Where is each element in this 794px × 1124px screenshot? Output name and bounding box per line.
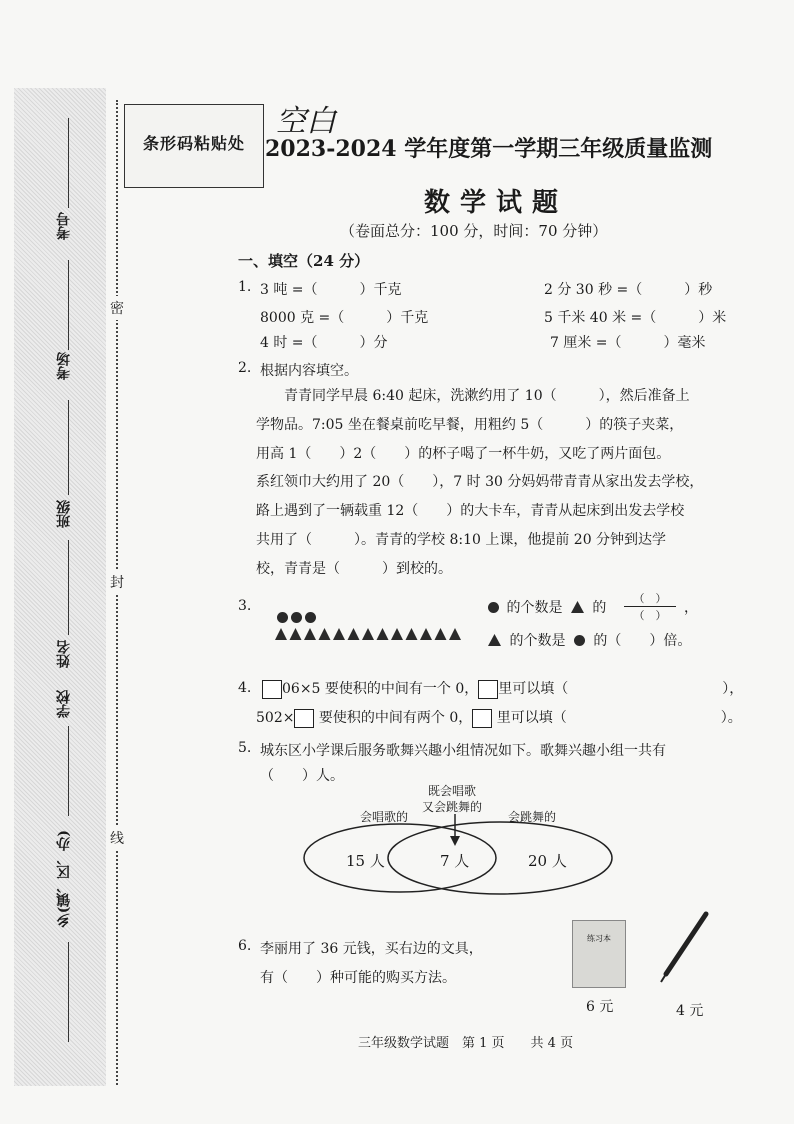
venn-circle-dance bbox=[388, 822, 612, 894]
q3-fraction bbox=[624, 590, 676, 623]
q4-line2 bbox=[256, 707, 742, 728]
q1-item-e: 4 时 =（ ）分 bbox=[260, 335, 388, 351]
q2-line: 校，青青是（ ）到校的。 bbox=[256, 561, 452, 577]
triangle-icon bbox=[488, 634, 501, 646]
exam-no-underline bbox=[68, 118, 69, 208]
handwritten-note: 空白 bbox=[276, 104, 336, 139]
score-info: （卷面总分：100 分，时间：70 分钟） bbox=[340, 222, 608, 240]
q3-line1-pre: 的个数是 bbox=[506, 600, 563, 616]
class-label: 班级 bbox=[56, 500, 72, 528]
q2-line: 路上遇到了一辆载重 12（ ）的大卡车，青青从起床到出发去学校 bbox=[256, 503, 685, 519]
triangle-icon bbox=[435, 628, 447, 640]
class-underline bbox=[68, 400, 69, 495]
q3-triangles bbox=[275, 626, 470, 642]
exam-room-underline bbox=[68, 260, 69, 350]
circle-icon bbox=[305, 612, 316, 623]
arrow-head-icon bbox=[450, 836, 460, 846]
q3-line2-pre: 的个数是 bbox=[509, 633, 566, 649]
q5-line1: 城东区小学课后服务歌舞兴趣小组情况如下。歌舞兴趣小组一共有 bbox=[260, 743, 666, 759]
notebook-price: 6 元 bbox=[586, 999, 614, 1015]
seal-char-feng: 封 bbox=[110, 570, 124, 594]
circle-icon bbox=[277, 612, 288, 623]
triangle-icon bbox=[571, 601, 584, 613]
school-label: 学校 bbox=[56, 690, 72, 718]
q4-line2-end: 里可以填（ ）。 bbox=[496, 710, 742, 726]
fraction-numerator: （ ） bbox=[633, 592, 667, 605]
circle-icon bbox=[574, 635, 585, 646]
circle-icon bbox=[291, 612, 302, 623]
fraction-denominator: （ ） bbox=[633, 609, 667, 622]
q2-prompt: 根据内容填空。 bbox=[260, 363, 358, 379]
q1-item-d: 5 千米 40 米 =（ ）米 bbox=[544, 310, 727, 326]
circle-icon bbox=[488, 602, 499, 613]
q1-item-b: 2 分 30 秒 =（ ）秒 bbox=[544, 282, 713, 298]
answer-box bbox=[472, 709, 492, 728]
pen-price: 4 元 bbox=[676, 1003, 704, 1019]
triangle-icon bbox=[319, 628, 331, 640]
venn-label-both-2: 又会跳舞的 bbox=[422, 800, 483, 814]
q3-line1-post: 的 bbox=[592, 600, 607, 616]
q1-item-f: 7 厘米 =（ ）毫米 bbox=[550, 335, 706, 351]
pen-icon bbox=[656, 910, 712, 984]
venn-value-sing: 15 人 bbox=[346, 852, 385, 870]
triangle-icon bbox=[304, 628, 316, 640]
school-underline bbox=[68, 726, 69, 816]
triangle-icon bbox=[275, 628, 287, 640]
q4-line2-mid: 要使积的中间有两个 0， bbox=[318, 710, 473, 726]
q2-number: 2. bbox=[238, 360, 252, 376]
q3-number: 3. bbox=[238, 598, 252, 614]
page-footer: 三年级数学试题 第 1 页 共 4 页 bbox=[358, 1036, 574, 1051]
venn-value-both: 7 人 bbox=[440, 852, 470, 870]
triangle-icon bbox=[420, 628, 432, 640]
q6-line2: 有（ ）种可能的购买方法。 bbox=[260, 970, 456, 986]
q6-line1: 李丽用了 36 元钱，买右边的文具， bbox=[260, 941, 483, 957]
barcode-area bbox=[124, 104, 264, 188]
triangle-icon bbox=[333, 628, 345, 640]
q2-line: 系红领巾大约用了 20（ ），7 时 30 分妈妈带青青从家出发去学校， bbox=[256, 474, 704, 490]
page-title: 2023-2024 学年度第一学期三年级质量监测 bbox=[265, 136, 713, 162]
notebook-image bbox=[572, 920, 626, 988]
venn-label-sing: 会唱歌的 bbox=[360, 810, 409, 824]
q4-number: 4. bbox=[238, 680, 252, 696]
q3-line2 bbox=[488, 630, 691, 650]
section-heading: 一、填空（24 分） bbox=[238, 252, 370, 270]
notebook-cover-text: 练习本 bbox=[587, 934, 611, 943]
q2-line: 青青同学早晨 6:40 起床，洗漱约用了 10（ ），然后准备上 bbox=[284, 388, 690, 404]
q6-number: 6. bbox=[238, 938, 252, 954]
barcode-label: 条形码粘贴处 bbox=[142, 134, 245, 153]
venn-label-dance: 会跳舞的 bbox=[508, 810, 557, 824]
triangle-icon bbox=[391, 628, 403, 640]
venn-value-dance: 20 人 bbox=[528, 852, 567, 870]
venn-label-both-1: 既会唱歌 bbox=[428, 784, 477, 798]
q4-line1-end: 里可以填（ ）， bbox=[498, 681, 744, 697]
q2-line: 学物品。7:05 坐在餐桌前吃早餐，用粗约 5（ ）的筷子夹菜， bbox=[256, 417, 684, 433]
q3-line1 bbox=[488, 597, 606, 617]
name-underline bbox=[68, 540, 69, 635]
q4-line2-start: 502× bbox=[256, 710, 295, 726]
q2-line: 用高 1（ ）2（ ）的杯子喝了一杯牛奶，又吃了两片面包。 bbox=[256, 446, 671, 462]
q3-comma: ， bbox=[684, 600, 698, 616]
triangle-icon bbox=[406, 628, 418, 640]
answer-box bbox=[478, 680, 498, 699]
exam-no-label: 考号 bbox=[56, 212, 72, 240]
seal-char-xian: 线 bbox=[110, 826, 124, 850]
town-underline bbox=[68, 942, 69, 1042]
q1-item-a: 3 吨 =（ ）千克 bbox=[260, 282, 402, 298]
q1-item-c: 8000 克 =（ ）千克 bbox=[260, 310, 429, 326]
exam-room-label: 考场 bbox=[56, 352, 72, 380]
q5-line2: （ ）人。 bbox=[260, 768, 344, 784]
page-subtitle: 数学试题 bbox=[424, 188, 569, 218]
town-label: 乡(镇、区、办) bbox=[56, 830, 72, 928]
q4-line1 bbox=[262, 678, 743, 699]
seal-char-mi: 密 bbox=[110, 296, 124, 320]
q3-circles bbox=[277, 608, 319, 627]
q1-number: 1. bbox=[238, 279, 252, 295]
q2-line: 共用了（ ）。青青的学校 8:10 上课，他提前 20 分钟到达学 bbox=[256, 532, 667, 548]
answer-box bbox=[294, 709, 314, 728]
q5-number: 5. bbox=[238, 740, 252, 756]
q4-line1-mid: 06×5 要使积的中间有一个 0， bbox=[282, 681, 479, 697]
triangle-icon bbox=[348, 628, 360, 640]
triangle-icon bbox=[362, 628, 374, 640]
name-label: 姓名 bbox=[56, 640, 72, 668]
triangle-icon bbox=[449, 628, 461, 640]
triangle-icon bbox=[290, 628, 302, 640]
triangle-icon bbox=[377, 628, 389, 640]
q3-line2-post: 的（ ）倍。 bbox=[593, 633, 692, 649]
answer-box bbox=[262, 680, 282, 699]
